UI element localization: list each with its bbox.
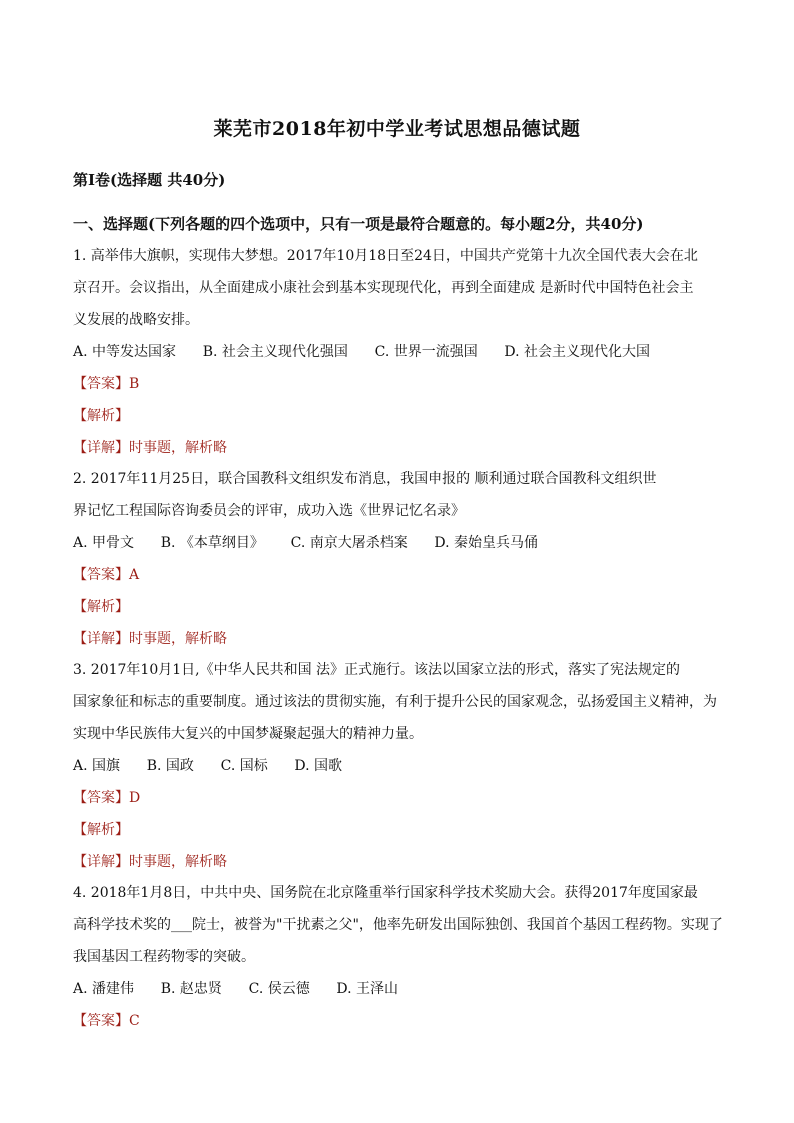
answer-label: 【答案】 bbox=[73, 376, 129, 392]
answer-value: C bbox=[129, 1013, 140, 1029]
analysis-label: 【解析】 bbox=[73, 822, 129, 838]
answer-row bbox=[73, 1005, 733, 1037]
question-text-line: 实现中华民族伟大复兴的中国梦凝聚起强大的精神力量。 bbox=[73, 726, 423, 742]
question-4 bbox=[73, 877, 733, 1037]
answer-value: B bbox=[129, 376, 140, 392]
detail-row bbox=[73, 623, 733, 655]
analysis-label: 【解析】 bbox=[73, 408, 129, 424]
detail-row bbox=[73, 432, 733, 464]
section-heading: 第Ⅰ卷(选择题 共40分) bbox=[73, 171, 226, 189]
section-instruction: 一、选择题(下列各题的四个选项中，只有一项是最符合题意的。每小题2分，共40分) bbox=[73, 215, 644, 233]
question-text-line: 京召开。会议指出，从全面建成小康社会到基本实现现代化，再到全面建成 是新时代中国特色社会主 bbox=[73, 280, 694, 296]
answer-row bbox=[73, 368, 733, 400]
detail-label: 【详解】 bbox=[73, 440, 129, 456]
answer-label: 【答案】 bbox=[73, 1013, 129, 1029]
analysis-label: 【解析】 bbox=[73, 599, 129, 615]
answer-value: D bbox=[129, 790, 141, 806]
analysis-row bbox=[73, 400, 733, 432]
detail-value: 时事题，解析略 bbox=[129, 631, 227, 647]
question-options: A. 潘建伟 B. 赵忠贤 C. 侯云德 D. 王泽山 bbox=[73, 981, 399, 997]
question-text-line: 国家象征和标志的重要制度。通过该法的贯彻实施，有利于提升公民的国家观念，弘扬爱国主义精神，为 bbox=[73, 694, 717, 710]
detail-value: 时事题，解析略 bbox=[129, 440, 227, 456]
question-text-line: 我国基因工程药物零的突破。 bbox=[73, 949, 255, 965]
page-title: 莱芜市2018年初中学业考试思想品德试题 bbox=[213, 118, 581, 140]
answer-label: 【答案】 bbox=[73, 567, 129, 583]
detail-row bbox=[73, 846, 733, 878]
question-text-line: 界记忆工程国际咨询委员会的评审，成功入选《世界记忆名录》 bbox=[73, 503, 465, 519]
question-text-line: 1. 高举伟大旗帜，实现伟大梦想。2017年10月18日至24日，中国共产党第十九次全国代表大会在北 bbox=[73, 248, 698, 264]
analysis-row bbox=[73, 814, 733, 846]
question-options: A. 中等发达国家 B. 社会主义现代化强国 C. 世界一流强国 D. 社会主义现代化大国 bbox=[73, 344, 651, 360]
answer-label: 【答案】 bbox=[73, 790, 129, 806]
answer-row bbox=[73, 559, 733, 591]
question-1 bbox=[73, 240, 733, 464]
question-text-line: 义发展的战略安排。 bbox=[73, 312, 199, 328]
question-text-line: 4. 2018年1月8日，中共中央、国务院在北京隆重举行国家科学技术奖励大会。获得2017年度国家最 bbox=[73, 885, 698, 901]
question-text-line: 2. 2017年11月25日，联合国教科文组织发布消息，我国申报的 顺利通过联合国教科文组织世 bbox=[73, 471, 657, 487]
question-options: A. 甲骨文 B. 《本草纲目》 C. 南京大屠杀档案 D. 秦始皇兵马俑 bbox=[73, 535, 539, 551]
analysis-row bbox=[73, 591, 733, 623]
answer-row bbox=[73, 782, 733, 814]
detail-label: 【详解】 bbox=[73, 854, 129, 870]
answer-value: A bbox=[129, 567, 140, 583]
question-text-line: 高科学技术奖的___院士，被誉为"干扰素之父"，他率先研发出国际独创、我国首个基因工程药物。实现了 bbox=[73, 917, 723, 933]
question-options: A. 国旗 B. 国政 C. 国标 D. 国歌 bbox=[73, 758, 343, 774]
detail-value: 时事题，解析略 bbox=[129, 854, 227, 870]
question-text-line: 3. 2017年10月1日,《中华人民共和国 法》正式施行。该法以国家立法的形式，落实了宪法规定的 bbox=[73, 662, 681, 678]
detail-label: 【详解】 bbox=[73, 631, 129, 647]
question-2 bbox=[73, 463, 733, 655]
question-3 bbox=[73, 654, 733, 878]
